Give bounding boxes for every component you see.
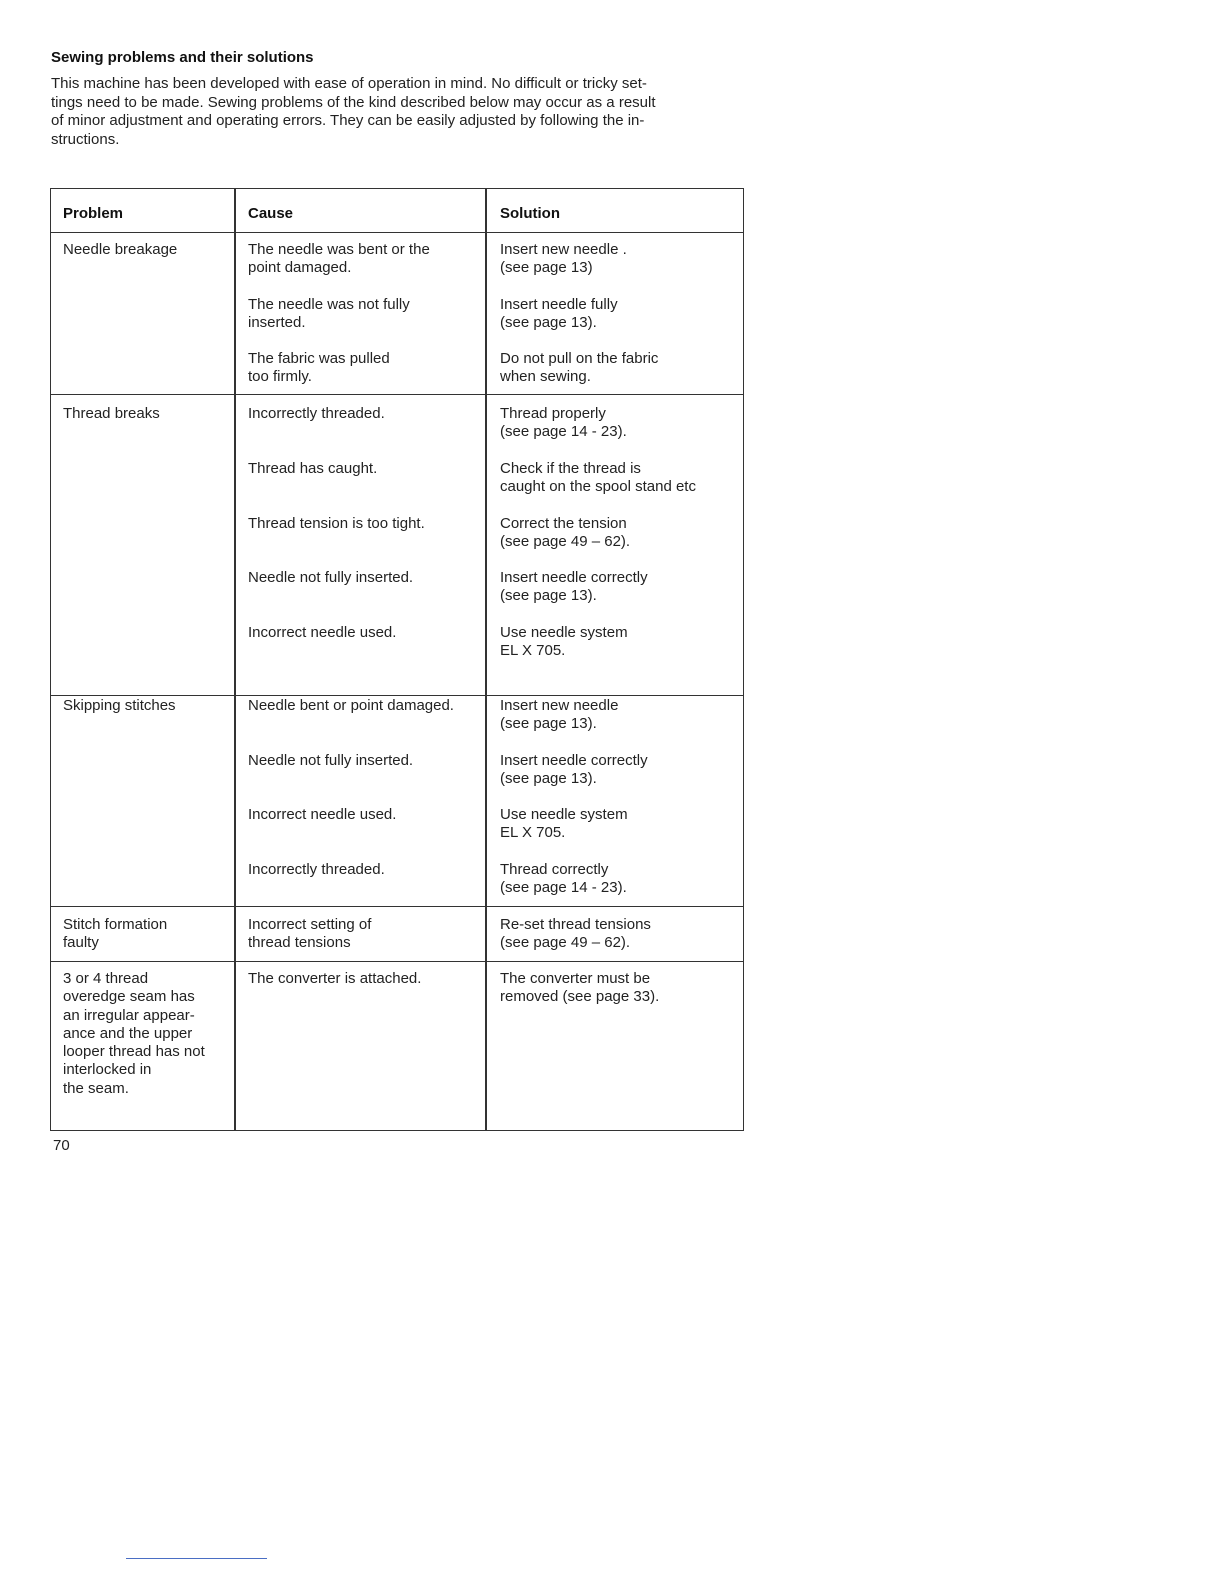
- solution-cell: Insert new needle . (see page 13): [500, 241, 627, 277]
- problem-stitch-formation: Stitch formation faulty: [63, 916, 168, 952]
- intro-line: tings need to be made. Sewing problems of the kind described below may occur as a result: [51, 93, 656, 111]
- solution-cell: Re-set thread tensions (see page 49 – 62).: [500, 916, 651, 952]
- solution-cell: Insert needle correctly (see page 13).: [500, 569, 648, 605]
- problem-needle-breakage: Needle breakage: [63, 241, 178, 258]
- troubleshooting-table: [50, 188, 744, 1131]
- solution-cell: Check if the thread is caught on the spool stand etc: [500, 460, 696, 496]
- footer-rule: [126, 1558, 267, 1559]
- solution-cell: Thread correctly (see page 14 - 23).: [500, 861, 627, 897]
- header-cause: Cause: [248, 205, 294, 222]
- cause-cell: The fabric was pulled too firmly.: [248, 350, 390, 386]
- cause-cell: The needle was bent or the point damaged.: [248, 241, 430, 277]
- solution-cell: Do not pull on the fabric when sewing.: [500, 350, 659, 386]
- solution-cell: The converter must be removed (see page 33).: [500, 970, 660, 1006]
- cause-cell: Incorrect setting of thread tensions: [248, 916, 372, 952]
- solution-cell: Thread properly (see page 14 - 23).: [500, 405, 627, 441]
- group-divider: [51, 695, 743, 696]
- intro-line: structions.: [51, 130, 120, 148]
- header-divider: [51, 232, 743, 233]
- cause-cell: Needle not fully inserted.: [248, 569, 414, 586]
- problem-thread-breaks: Thread breaks: [63, 405, 160, 422]
- solution-cell: Correct the tension (see page 49 – 62).: [500, 515, 631, 551]
- problem-overedge-seam: 3 or 4 thread overedge seam has an irregular appear- ance and the upper looper thread has not interlocked in the seam.: [63, 970, 205, 1097]
- cause-cell: Needle not fully inserted.: [248, 752, 414, 769]
- header-problem: Problem: [63, 205, 124, 222]
- cause-cell: Incorrectly threaded.: [248, 405, 385, 422]
- solution-cell: Insert needle fully (see page 13).: [500, 296, 618, 332]
- intro-paragraph: [51, 75, 741, 149]
- cause-cell: Incorrectly threaded.: [248, 861, 385, 878]
- header-solution: Solution: [500, 205, 560, 222]
- intro-line: This machine has been developed with ease of operation in mind. No difficult or tricky set-: [51, 75, 647, 92]
- problem-skipping-stitches: Skipping stitches: [63, 697, 176, 714]
- cause-cell: The converter is attached.: [248, 970, 422, 987]
- group-divider: [51, 961, 743, 962]
- column-divider: [485, 189, 487, 1130]
- page-heading: Sewing problems and their solutions: [51, 49, 314, 66]
- solution-cell: Insert needle correctly (see page 13).: [500, 752, 648, 788]
- group-divider: [51, 906, 743, 907]
- cause-cell: Thread has caught.: [248, 460, 378, 477]
- page-number: 70: [53, 1137, 70, 1154]
- intro-line: of minor adjustment and operating errors. They can be easily adjusted by following the in-: [51, 112, 645, 129]
- group-divider: [51, 394, 743, 395]
- cause-cell: Needle bent or point damaged.: [248, 697, 454, 714]
- solution-cell: Use needle system EL X 705.: [500, 806, 628, 842]
- solution-cell: Use needle system EL X 705.: [500, 624, 628, 660]
- cause-cell: Thread tension is too tight.: [248, 515, 425, 532]
- cause-cell: The needle was not fully inserted.: [248, 296, 410, 332]
- cause-cell: Incorrect needle used.: [248, 624, 397, 641]
- solution-cell: Insert new needle (see page 13).: [500, 697, 619, 733]
- column-divider: [234, 189, 236, 1130]
- cause-cell: Incorrect needle used.: [248, 806, 397, 823]
